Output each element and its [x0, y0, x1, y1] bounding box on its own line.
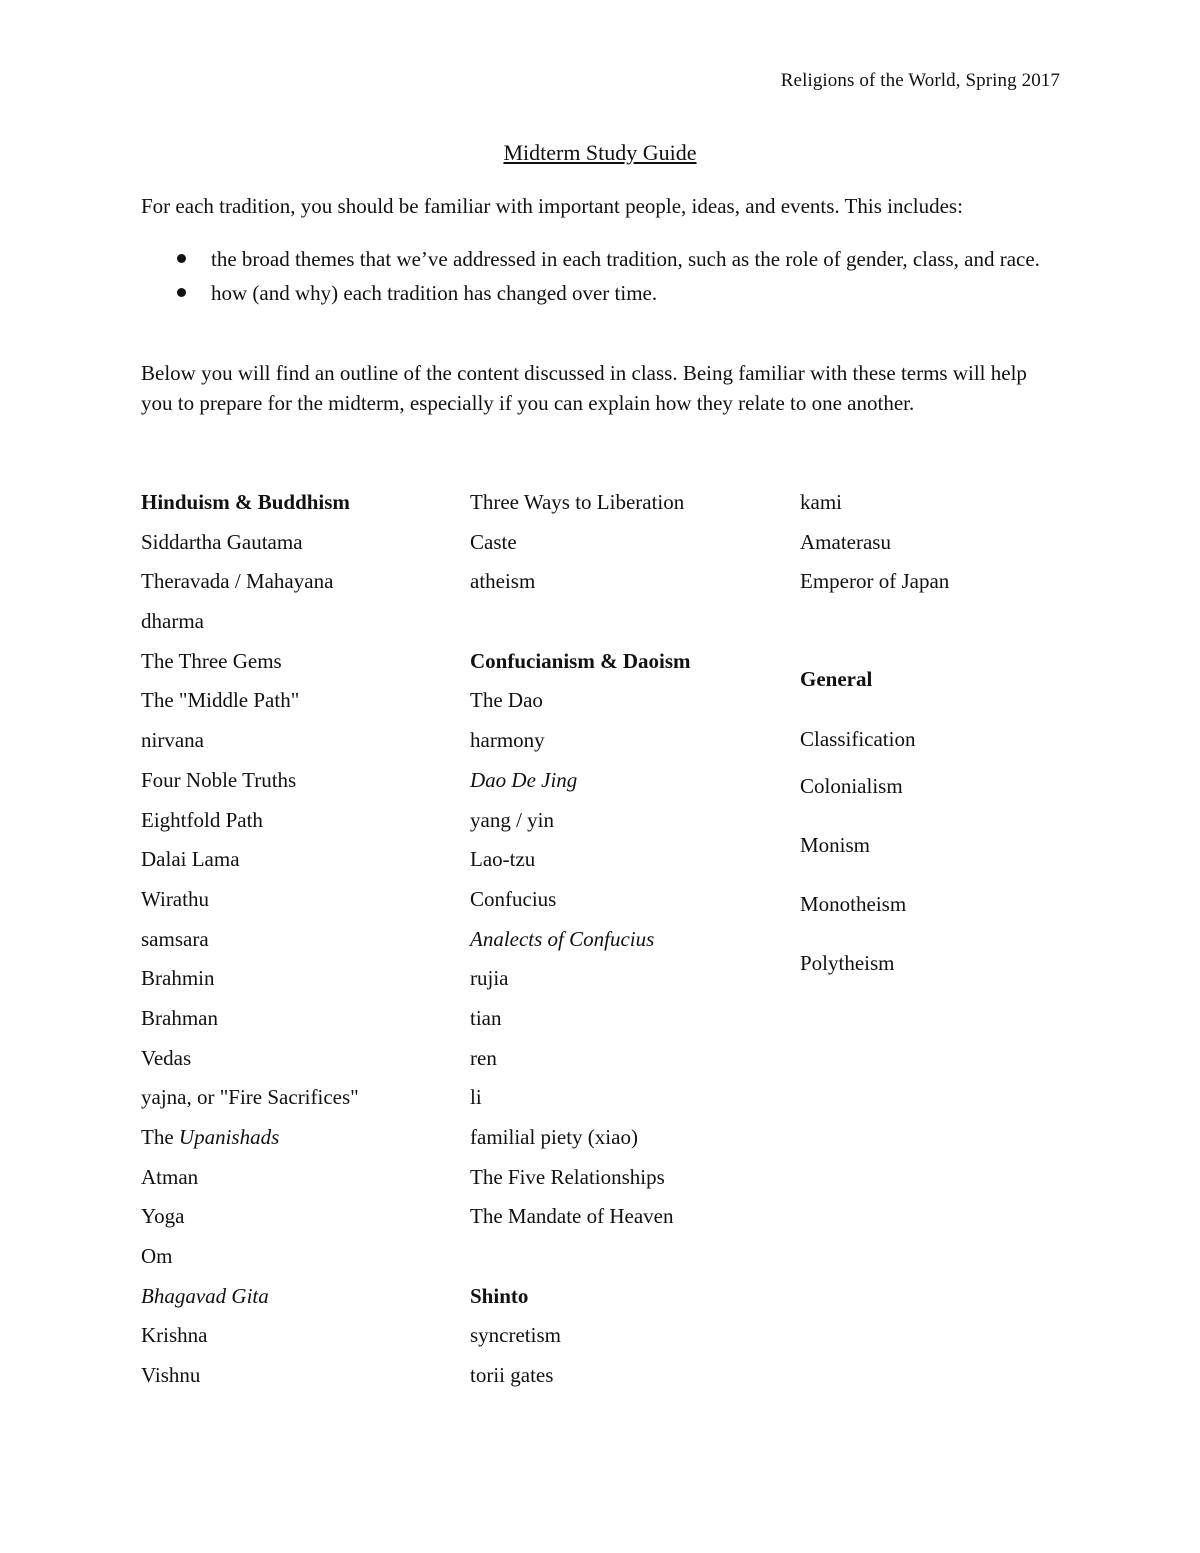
term: Wirathu	[141, 886, 209, 911]
term: torii gates	[470, 1363, 554, 1388]
term: nirvana	[141, 728, 204, 753]
term: yang / yin	[470, 807, 554, 832]
term: Brahman	[141, 1005, 218, 1030]
section-heading-confucianism-daoism: Confucianism & Daoism	[470, 648, 691, 673]
term: Analects of Confucius	[470, 926, 655, 951]
term: kami	[800, 490, 842, 514]
page-title: Midterm Study Guide	[503, 140, 697, 165]
list-item	[141, 244, 1041, 274]
term: Eightfold Path	[141, 807, 263, 832]
term: Three Ways to Liberation	[470, 490, 685, 514]
term: Amaterasu	[800, 529, 891, 554]
term: Confucius	[470, 886, 557, 911]
term: Atman	[141, 1164, 199, 1189]
term: The Five Relationships	[470, 1164, 665, 1189]
spacer	[470, 1240, 691, 1280]
term: Siddartha Gautama	[141, 529, 303, 554]
spacer	[470, 605, 691, 645]
term: Caste	[470, 529, 517, 554]
term-upanishads	[141, 1121, 359, 1161]
intro-paragraph: For each tradition, you should be familiar with important people, ideas, and events. This includes:	[141, 194, 963, 218]
term-prefix: The	[141, 1125, 179, 1149]
term: tian	[470, 1005, 502, 1030]
right-column	[800, 486, 949, 987]
term: The "Middle Path"	[141, 688, 300, 713]
term: Lao-tzu	[470, 847, 536, 872]
term: Vishnu	[141, 1363, 201, 1388]
list-item-text: how (and why) each tradition has changed over time.	[211, 281, 658, 305]
term: yajna, or "Fire Sacrifices"	[141, 1085, 359, 1110]
bullet-icon	[177, 288, 186, 297]
list-item-text: the broad themes that we’ve addressed in each tradition, such as the role of gender, class, and race.	[211, 247, 1040, 271]
term: ren	[470, 1045, 497, 1070]
term: samsara	[141, 926, 209, 951]
term: Polytheism	[800, 950, 895, 975]
term: harmony	[470, 728, 545, 753]
term: li	[470, 1085, 482, 1110]
term: Colonialism	[800, 773, 903, 798]
term: Brahmin	[141, 966, 215, 991]
section-heading-shinto: Shinto	[470, 1283, 529, 1308]
section-heading-general: General	[800, 666, 873, 691]
term: familial piety (xiao)	[470, 1125, 638, 1149]
term: Monotheism	[800, 891, 907, 916]
section-heading-hinduism-buddhism: Hinduism & Buddhism	[141, 490, 350, 514]
term: Krishna	[141, 1323, 208, 1348]
term: Emperor of Japan	[800, 569, 950, 594]
term: Monism	[800, 832, 871, 857]
term: The Mandate of Heaven	[470, 1204, 674, 1229]
term: Vedas	[141, 1045, 192, 1070]
term: dharma	[141, 609, 204, 634]
hinduism-buddhism-column	[141, 486, 359, 1399]
term: The Dao	[470, 688, 543, 713]
term: Theravada / Mahayana	[141, 569, 334, 594]
middle-column	[470, 486, 691, 1399]
outline-intro-paragraph: Below you will find an outline of the content discussed in class. Being familiar with these terms will help you to prepare for the midterm, especially if you can explain how they relate to one another.	[141, 361, 1027, 415]
theme-list	[141, 244, 1041, 312]
term: Classification	[800, 726, 916, 751]
term: atheism	[470, 569, 536, 594]
term: syncretism	[470, 1323, 561, 1348]
term: Yoga	[141, 1204, 185, 1229]
term: Bhagavad Gita	[141, 1283, 269, 1308]
term: Dalai Lama	[141, 847, 240, 872]
term: rujia	[470, 966, 509, 991]
term: Om	[141, 1244, 173, 1269]
list-item	[141, 278, 1041, 308]
bullet-icon	[177, 254, 186, 263]
term: Dao De Jing	[470, 767, 578, 792]
spacer	[800, 605, 949, 645]
term: The Three Gems	[141, 648, 282, 673]
course-header: Religions of the World, Spring 2017	[780, 70, 1060, 91]
term-italic: Upanishads	[178, 1125, 280, 1149]
term: Four Noble Truths	[141, 767, 297, 792]
